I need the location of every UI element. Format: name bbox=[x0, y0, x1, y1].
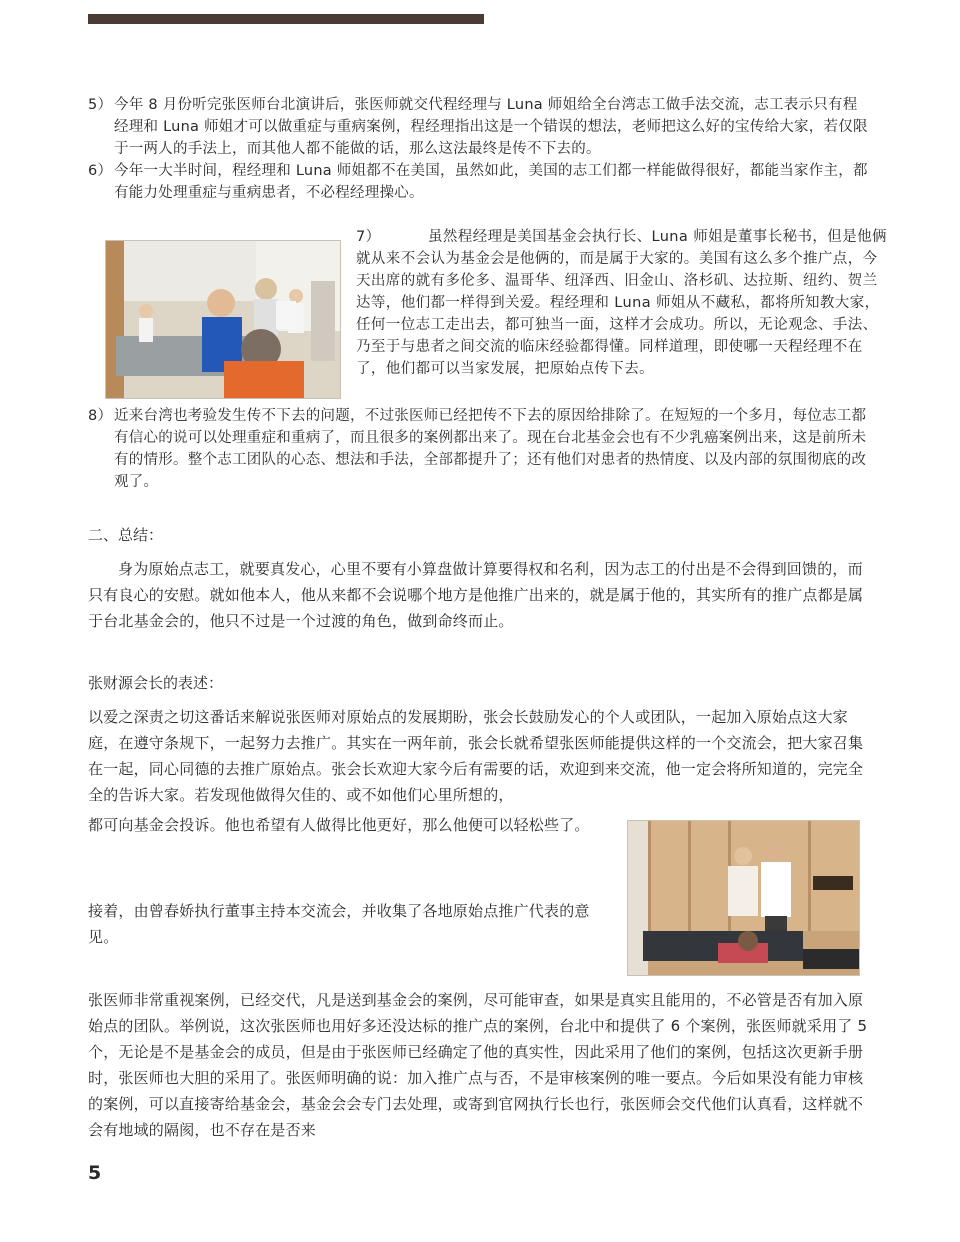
list-item-text: 今年一大半时间，程经理和 Luna 师姐都不在美国，虽然如此，美国的志工们都一样能做得很好，都能当家作主，都有能力处理重症与重病患者，不必程经理操心。 bbox=[114, 163, 868, 201]
photo-hands-on-session-2 bbox=[627, 820, 860, 976]
list-item-text: 今年 8 月份听完张医师台北演讲后，张医师就交代程经理与 Luna 师姐给全台湾志工做手法交流，志工表示只有程经理和 Luna 师姐才可以做重症与重病案例，程经理指出这是一个错误的想法，老师把这么好的宝传给大家，若仅限于一两人的手法上，而其他人都不能做的话，那么这法最终是传不下去的。 bbox=[114, 97, 868, 157]
speaker-heading: 张财源会长的表述： bbox=[88, 674, 224, 692]
numbered-list-top bbox=[88, 94, 872, 204]
list-item bbox=[88, 160, 872, 204]
list-item bbox=[88, 94, 872, 160]
list-item-number: 5） bbox=[88, 97, 113, 113]
header-bar bbox=[88, 14, 484, 24]
list-item-text: 近来台湾也考验发生传不下去的问题，不过张医师已经把传不下去的原因给排除了。在短短的一个多月，每位志工都有信心的说可以处理重症和重病了，而且很多的案例都出来了。现在台北基金会也有不少乳癌案例出来，这是前所未有的情形。整个志工团队的心态、想法和手法，全部都提升了；还有他们对患者的热情度、以及内部的氛围彻底的改观了。 bbox=[114, 408, 867, 490]
list-item-number: 8） bbox=[88, 408, 113, 424]
list-item bbox=[88, 405, 872, 493]
speaker-paragraph: 以爱之深责之切这番话来解说张医师对原始点的发展期盼，张会长鼓励发心的个人或团队，一起加入原始点这大家庭，在遵守条规下，一起努力去推广。其实在一两年前，张会长就希望张医师能提供这样的一个交流会，把大家召集在一起，同心同德的去推广原始点。张会长欢迎大家今后有需要的话，欢迎到来交流，他一定会将所知道的，完完全全的告诉大家。若发现他做得欠佳的、或不如他们心里所想的， bbox=[88, 708, 864, 804]
photo-icon bbox=[106, 241, 340, 398]
list-item-number: 7） bbox=[356, 229, 381, 245]
list-item-text: 虽然程经理是美国基金会执行长、Luna 师姐是董事长秘书，但是他俩就从来不会认为基金会是他俩的，而是属于大家的。美国有这么多个推广点，今天出席的就有多伦多、温哥华、纽泽西、旧金山、洛杉矶、达拉斯、纽约、贺兰达等，他们都一样得到关爱。程经理和 Luna 师姐从不藏私，都将所知教大家，任何一位志工走出去，都可独当一面，这样才会成功。所以，无论观念、手法、乃至于与患者之间交流的临床经验都得懂。同样道理，即使哪一天程经理不在了，他们都可以当家发展，把原始点传下去。 bbox=[356, 229, 887, 377]
summary-paragraph: 身为原始点志工，就要真发心，心里不要有小算盘做计算要得权和名利，因为志工的付出是不会得到回馈的，而只有良心的安慰。就如他本人，他从来都不会说哪个地方是他推广出来的，就是属于他的，其实所有的推广点都是属于台北基金会的，他只不过是一个过渡的角色，做到命终而止。 bbox=[88, 560, 864, 630]
list-item bbox=[356, 226, 890, 380]
section-title: 二、总结： bbox=[88, 526, 164, 544]
page-number: 5 bbox=[88, 1162, 102, 1184]
numbered-list-bottom bbox=[88, 405, 872, 493]
host-paragraph: 接着，由曾春娇执行董事主持本交流会，并收集了各地原始点推广代表的意见。 bbox=[88, 902, 590, 946]
list-item-number: 6） bbox=[88, 163, 113, 179]
speaker-paragraph-continued: 都可向基金会投诉。他也希望有人做得比他更好，那么他便可以轻松些了。 bbox=[88, 816, 590, 834]
photo-hands-on-session-1 bbox=[105, 240, 341, 399]
cases-paragraph: 张医师非常重视案例，已经交代，凡是送到基金会的案例，尽可能审查，如果是真实且能用的，不必管是否有加入原始点的团队。举例说，这次张医师也用好多还没达标的推广点的案例，台北中和提供了 6 个案例，张医师就采用了 5 个，无论是不是基金会的成员，但是由于张医师已经确定了他的真实性，因此采用了他们的案例，包括这次更新手册时，张医师也大胆的采用了。张医师明确的说：加入推广点与否，不是审核案例的唯一要点。今后如果没有能力审核的案例，可以直接寄给基金会，基金会会专门去处理，或寄到官网执行长也行，张医师会交代他们认真看，这样就不会有地域的隔阂，也不存在是否来 bbox=[88, 991, 868, 1139]
photo-icon bbox=[628, 821, 859, 975]
